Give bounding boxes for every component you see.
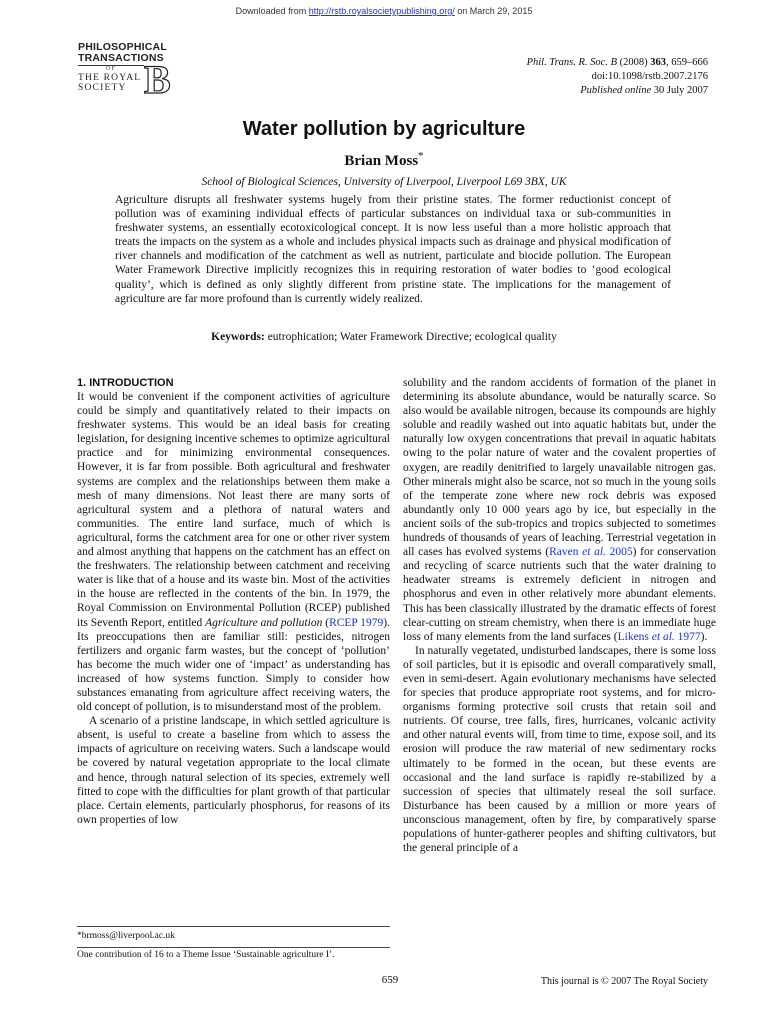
keywords-text: eutrophication; Water Framework Directive; ecological quality <box>264 331 557 343</box>
raven-year: 2005 <box>605 546 633 559</box>
royal-society-logo <box>78 42 182 100</box>
raven-etal: et al. <box>582 546 606 559</box>
citation-link-likens[interactable] <box>618 631 701 643</box>
abstract <box>115 193 671 306</box>
paragraph-3-text-a: solubility and the random accidents of formation of the planet in determining its absolute abundance, would be naturally scarce. So also would be available nitrogen, because its compounds are highly soluble and readily washed out into aquatic habitats but, under the naturally low oxygen concentrations that prevail in aquatic habitats owing to the polar nature of water and the covalent properties of oxygen, are readily denitrified to largely unavailable nitrogen gas. Other minerals might also be scarce, not so much in the young soils of the temperate zone where new rock debris was exposed abundantly only 10 000 years ago by ice, but especially in the ancient soils of the sub-tropics and tropics subjected to sometimes hundreds of thousands of years of leaching. Terrestrial vegetation in all cases has evolved systems ( <box>403 377 716 559</box>
logo-line-philosophical: PHILOSOPHICAL <box>78 41 167 53</box>
citation-year: (2008) <box>617 57 651 68</box>
paragraph-3-text-b: ) for conservation and recycling of scarce nutrients such that the water draining to headwater streams is extremely deficient in nitrogen and phosphorus and even in other relatively more abundant elements. This has been classically illustrated by the dramatic effects of forest clear-cutting on stream chemistry, when there is an immediate huge loss of many elements from the land surfaces ( <box>403 546 716 643</box>
paragraph-3 <box>403 376 716 644</box>
right-column <box>403 376 716 855</box>
logo-line-of: OF <box>78 65 144 73</box>
raven-name: Raven <box>549 546 583 559</box>
section-heading: 1. INTRODUCTION <box>77 377 174 389</box>
citation-link-rcep[interactable]: RCEP 1979 <box>329 616 384 629</box>
affiliation: School of Biological Sciences, University of Liverpool, Liverpool L69 3BX, UK <box>201 176 567 188</box>
download-note <box>0 6 768 16</box>
author-footnote-mark: * <box>418 150 424 162</box>
download-prefix: Downloaded from <box>235 6 309 16</box>
citation-line <box>527 56 708 70</box>
copyright-notice: This journal is © 2007 The Royal Society <box>540 976 708 987</box>
footnote-divider <box>77 926 390 927</box>
report-title: Agriculture and pollution <box>205 616 323 629</box>
paragraph-1 <box>77 390 390 714</box>
footnote-divider-2 <box>77 947 390 948</box>
published-label: Published online <box>580 85 652 96</box>
keywords <box>0 331 768 343</box>
likens-etal: et al. <box>651 630 675 643</box>
published-line <box>527 84 708 98</box>
paragraph-3-text-c: ). <box>700 630 708 643</box>
paragraph-4: In naturally vegetated, undisturbed landscapes, there is some loss of soil particles, but it is episodic and overall comparatively small, even in semi-desert. Again evolutionary mechanisms have selected for species that produce appropriate root systems, and for micro-organisms forming protective soil crusts that retain soil and nutrients. Of course, tree falls, fires, hurricanes, volcanic activity and other natural events will, from time to time, expose soil, and its erosion will produce the raw material of new sedimentary rocks ultimately to be formed in the ocean, but these events are occasional and the land surface is rapidly re-stabilized by a succession of species that ultimately reseal the soil surface. Disturbance has been caused by a million or more years of unconscious management, often by fire, by comparatively sparse populations of hunter-gatherer peoples and shifting cultivators, but the general principle of a <box>403 644 716 855</box>
published-date: 30 July 2007 <box>651 85 708 96</box>
journal-name: Phil. Trans. R. Soc. B <box>526 57 617 68</box>
paragraph-1-text-a: It would be convenient if the component activities of agriculture could be simply and quantitatively related to their impacts on freshwater systems. This would be an ideal basis for creating legislation, for designing incentive schemes to optimize agricultural practice and for minimizing environmental consequences. However, it is far from possible. Both agricultural and freshwater systems are complex and the relationships between them make a mesh of many dimensions. Not least there are many sorts of agricultural system and a plethora of natural waters and communities. The entire land surface, much of which is agricultural, forms the catchment area for one or other river system and almost anything that happens on the catchment has an effect on the freshwaters. The relationship between catchment and receiving water is like that of a house and its waste bin. Most of the activities in the house are reflected in the contents of the bin. In 1979, the Royal Commission on Environmental Pollution (RCEP) published its Seventh Report, entitled <box>77 391 390 629</box>
paper-title: Water pollution by agriculture <box>242 118 526 140</box>
paragraph-2: A scenario of a pristine landscape, in which settled agriculture is absent, is useful to create a baseline from which to assess the impacts of agriculture on receiving waters. Such a landscape would be covered by natural vegetation appropriate to the local climate and hence, through natural selection of its species, extremely well fitted to cope with the difficulties for plant growth of that particular place. Certain elements, particularly phosphorus, for reasons of its own properties of low <box>77 715 390 826</box>
logo-line-the-royal: THE ROYAL <box>78 73 142 83</box>
author-line <box>0 150 768 170</box>
author-name: Brian Moss <box>344 153 419 169</box>
volume: 363 <box>650 57 666 68</box>
download-link[interactable]: http://rstb.royalsocietypublishing.org/ <box>308 6 455 16</box>
logo-series-letter: B <box>144 57 171 102</box>
download-suffix: on March 29, 2015 <box>454 6 533 16</box>
pages: , 659–666 <box>666 57 708 68</box>
doi: doi:10.1098/rstb.2007.2176 <box>591 71 708 82</box>
logo-line-society: SOCIETY <box>78 83 127 93</box>
paren-open: ( <box>322 616 330 629</box>
likens-name: Likens <box>617 630 652 643</box>
keywords-label: Keywords: <box>211 331 265 343</box>
citation-link-raven[interactable] <box>549 546 633 558</box>
footnote-email: *brmoss@liverpool.ac.uk <box>77 931 175 941</box>
abstract-text: Agriculture disrupts all freshwater systems hugely from their pristine states. The former reductionist concept of pollution was of examining individual effects of particular substances on individual taxa or sub-communities in freshwater systems, an essentially ecotoxicological concept. It is now less useful than a more holistic approach that treats the impacts on the system as a whole and includes physical impacts such as drainage and physical modification of river channels and modification of the catchment as well as nutrient, particulate and biocide pollution. The European Water Framework Directive implicitly recognizes this in requiring restoration of water bodies to ‘good ecological quality’, which is defined as only slightly different from pristine state. The implications for the management of agriculture are far more profound than is currently widely realized. <box>115 194 671 305</box>
paragraph-1-text-b: ). Its preoccupations then are familiar still: pesticides, nitrogen fertilizers and organic farm wastes, but the concept of ‘pollution’ has become the much wider one of ‘impact’ as understanding has increased of how systems function. Simply to consider how substances emanating from agriculture affect receiving waters, the old concept of pollution, is to misunderstand most of the problem. <box>77 616 391 714</box>
citation-block <box>527 56 708 98</box>
logo-line-transactions: TRANSACTIONS <box>78 52 164 64</box>
likens-year: 1977 <box>674 630 701 643</box>
page-number: 659 <box>381 974 399 986</box>
footnote-contribution: One contribution of 16 to a Theme Issue ‘Sustainable agriculture I’. <box>77 950 335 960</box>
left-column <box>77 376 390 827</box>
